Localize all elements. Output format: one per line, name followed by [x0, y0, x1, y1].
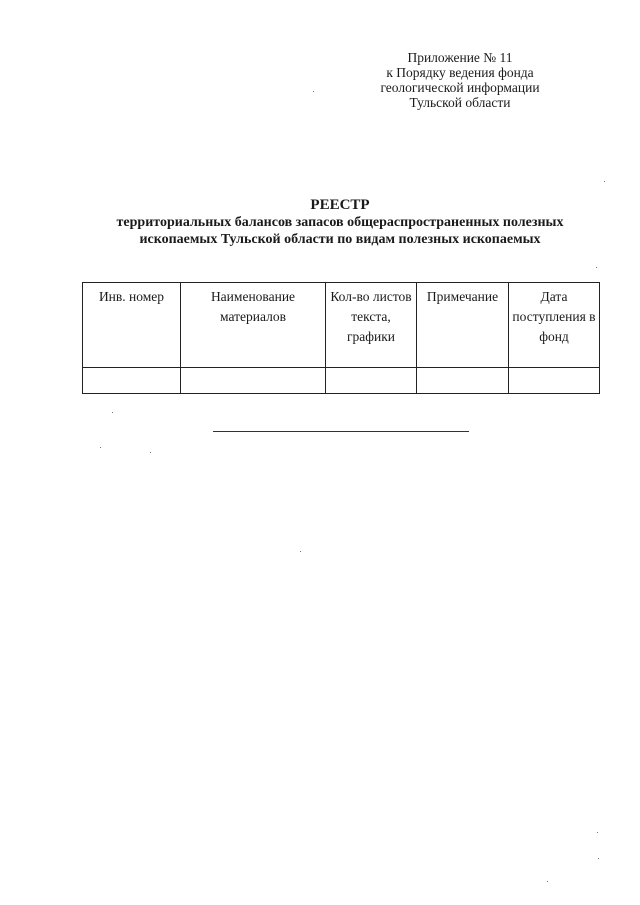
table-cell	[181, 368, 326, 394]
table-cell	[83, 368, 181, 394]
appendix-line: геологической информации	[380, 80, 540, 95]
column-header-receipt-date: Дата поступления в фонд	[509, 283, 600, 368]
scan-speck	[112, 412, 113, 413]
scan-speck	[597, 832, 598, 833]
table-cell	[509, 368, 600, 394]
registry-table	[82, 282, 600, 394]
table-header-row	[83, 283, 600, 368]
closing-divider-line	[213, 431, 469, 432]
scan-speck	[100, 447, 101, 448]
column-header-sheet-count: Кол-во листов текста, графики	[326, 283, 417, 368]
appendix-line: к Порядку ведения фонда	[386, 65, 534, 80]
scan-speck	[598, 858, 599, 859]
column-header-note: Примечание	[417, 283, 509, 368]
column-header-inventory-number: Инв. номер	[83, 283, 181, 368]
appendix-line: Приложение № 11	[407, 50, 513, 65]
column-header-material-name: Наименование материалов	[181, 283, 326, 368]
table-cell	[326, 368, 417, 394]
scan-speck	[547, 881, 548, 882]
scan-speck	[313, 91, 314, 92]
title-main: РЕЕСТР	[310, 197, 370, 213]
scan-speck	[300, 551, 301, 552]
table-cell	[417, 368, 509, 394]
title-subtitle-line: территориальных балансов запасов общераспространенных полезных	[116, 215, 564, 230]
appendix-block	[360, 50, 560, 110]
appendix-line: Тульской области	[409, 95, 511, 110]
scan-speck	[604, 181, 605, 182]
document-title	[60, 196, 620, 248]
title-subtitle-line: ископаемых Тульской области по видам полезных ископаемых	[139, 232, 541, 247]
table-row	[83, 368, 600, 394]
scan-speck	[150, 452, 151, 453]
scan-speck	[596, 267, 597, 268]
